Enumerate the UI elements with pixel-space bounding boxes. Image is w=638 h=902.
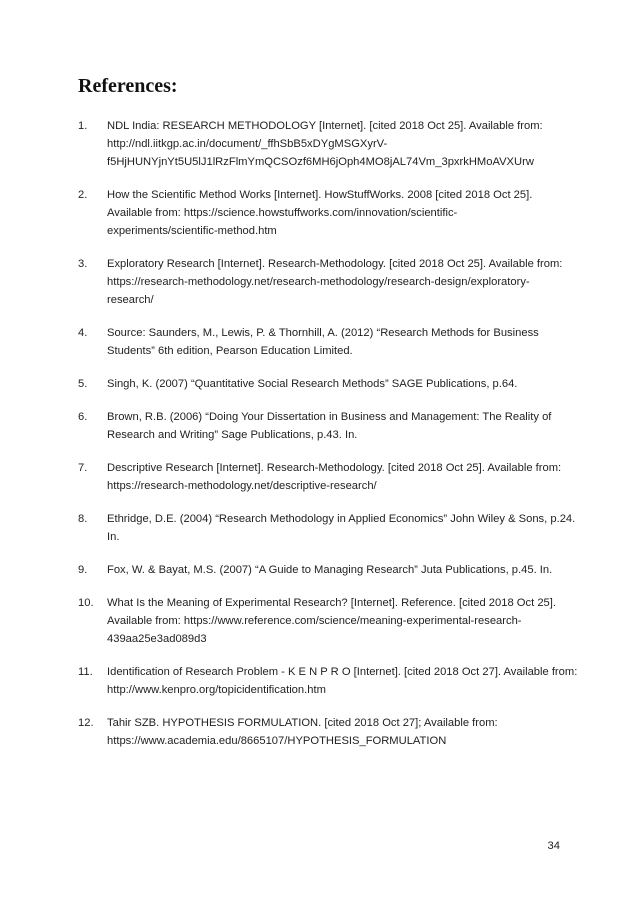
reference-item: [78, 375, 578, 393]
reference-text-line: Available from: https://science.howstuffworks.com/innovation/scientific-: [107, 207, 458, 219]
reference-item: [78, 408, 578, 444]
reference-text: [107, 561, 578, 579]
reference-item: [78, 255, 578, 309]
reference-item: [78, 663, 578, 699]
reference-text-line: Research and Writing” Sage Publications, p.43. In.: [107, 429, 358, 441]
reference-text-line: Identification of Research Problem - K E N P R O [Internet]. [cited 2018 Oct 27]. Available from:: [107, 666, 578, 678]
reference-text: [107, 594, 578, 648]
reference-text: [107, 117, 578, 171]
reference-text-line: Singh, K. (2007) “Quantitative Social Research Methods” SAGE Publications, p.64.: [107, 378, 518, 390]
reference-text-line: Brown, R.B. (2006) “Doing Your Dissertation in Business and Management: The Reality of: [107, 411, 552, 423]
reference-list: [78, 117, 578, 765]
reference-number: 5.: [78, 378, 88, 390]
reference-number: 3.: [78, 258, 88, 270]
reference-text-line: In.: [107, 531, 120, 543]
reference-text-line: experiments/scientific-method.htm: [107, 225, 277, 237]
reference-text-line: How the Scientific Method Works [Internet]. HowStuffWorks. 2008 [cited 2018 Oct 25].: [107, 189, 533, 201]
reference-number: 11.: [78, 666, 93, 678]
reference-text-line: http://ndl.iitkgp.ac.in/document/_ffhSbB5xDYgMSGXyrV-: [107, 138, 388, 150]
reference-text-line: http://www.kenpro.org/topicidentification.htm: [107, 684, 326, 696]
reference-item: [78, 594, 578, 648]
reference-number: 6.: [78, 411, 88, 423]
reference-item: [78, 459, 578, 495]
reference-number: 8.: [78, 513, 88, 525]
reference-text-line: Available from: https://www.reference.com/science/meaning-experimental-research-: [107, 615, 522, 627]
reference-number: 12.: [78, 717, 94, 729]
reference-text: [107, 714, 578, 750]
reference-text-line: https://research-methodology.net/research-methodology/research-design/exploratory-: [107, 276, 530, 288]
reference-item: [78, 714, 578, 750]
reference-text: [107, 408, 578, 444]
reference-text: [107, 663, 578, 699]
reference-item: [78, 117, 578, 171]
reference-text-line: Tahir SZB. HYPOTHESIS FORMULATION. [cited 2018 Oct 27]; Available from:: [107, 717, 498, 729]
reference-text-line: Exploratory Research [Internet]. Research-Methodology. [cited 2018 Oct 25]. Available from:: [107, 258, 563, 270]
reference-text: [107, 324, 578, 360]
reference-text-line: https://research-methodology.net/descriptive-research/: [107, 480, 377, 492]
reference-number: 2.: [78, 189, 88, 201]
reference-text-line: What Is the Meaning of Experimental Research? [Internet]. Reference. [cited 2018 Oct 25].: [107, 597, 556, 609]
reference-text-line: f5HjHUNYjnYt5U5lJ1lRzFlmYmQCSOzf6MH6jOph4MO8jAL74Vm_3pxrkHMoAVXUrw: [107, 156, 534, 168]
reference-text-line: NDL India: RESEARCH METHODOLOGY [Internet]. [cited 2018 Oct 25]. Available from:: [107, 120, 543, 132]
reference-item: [78, 186, 578, 240]
reference-text-line: Source: Saunders, M., Lewis, P. & Thornhill, A. (2012) “Research Methods for Business: [107, 327, 539, 339]
reference-text: [107, 186, 578, 240]
reference-text: [107, 459, 578, 495]
reference-number: 7.: [78, 462, 88, 474]
reference-number: 4.: [78, 327, 88, 339]
reference-text-line: Fox, W. & Bayat, M.S. (2007) “A Guide to Managing Research” Juta Publications, p.45. In.: [107, 564, 553, 576]
reference-text-line: 439aa25e3ad089d3: [107, 633, 207, 645]
reference-text-line: Students” 6th edition, Pearson Education Limited.: [107, 345, 353, 357]
reference-item: [78, 324, 578, 360]
reference-text-line: https://www.academia.edu/8665107/HYPOTHESIS_FORMULATION: [107, 735, 447, 747]
reference-number: 10.: [78, 597, 94, 609]
reference-text: [107, 510, 578, 546]
reference-text-line: research/: [107, 294, 154, 306]
reference-text: [107, 375, 578, 393]
reference-item: [78, 561, 578, 579]
reference-item: [78, 510, 578, 546]
reference-text: [107, 255, 578, 309]
reference-number: 1.: [78, 120, 88, 132]
reference-text-line: Ethridge, D.E. (2004) “Research Methodology in Applied Economics” John Wiley & Sons, p.24.: [107, 513, 576, 525]
reference-number: 9.: [78, 564, 88, 576]
references-heading: References:: [78, 75, 178, 97]
reference-text-line: Descriptive Research [Internet]. Research-Methodology. [cited 2018 Oct 25]. Available from:: [107, 462, 562, 474]
page-number: 34: [547, 840, 560, 852]
